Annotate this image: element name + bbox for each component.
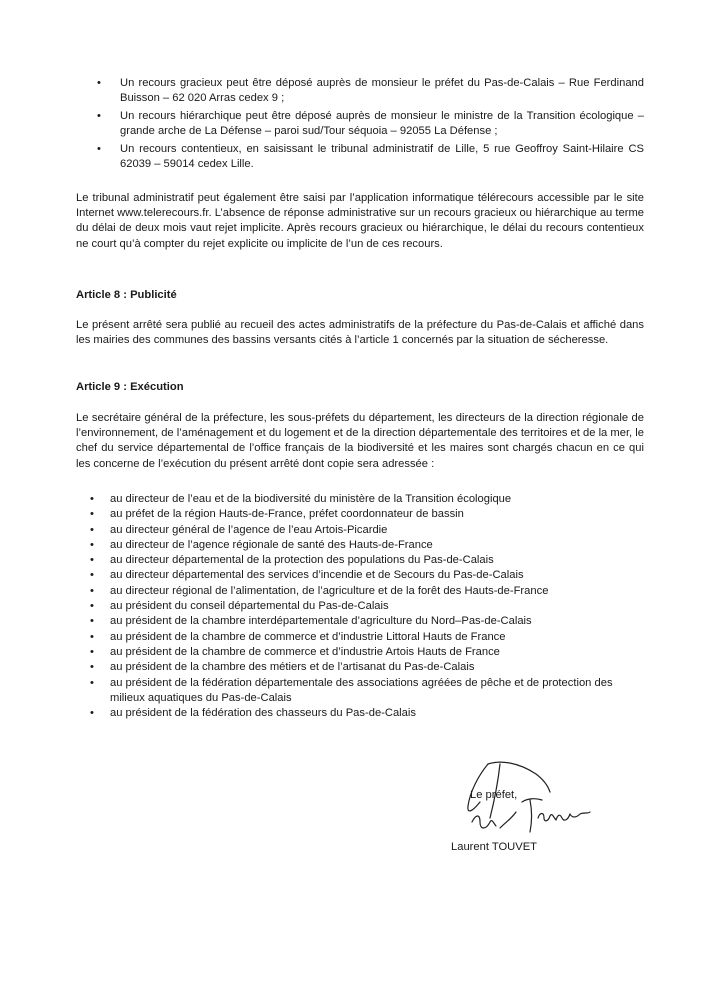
list-item: • au directeur général de l’agence de l’eau Artois-Picardie: [76, 523, 644, 538]
list-item: • au directeur de l’eau et de la biodiversité du ministère de la Transition écologique: [76, 492, 644, 507]
handwritten-signature: [440, 752, 610, 842]
list-item: • au préfet de la région Hauts-de-France, préfet coordonnateur de bassin: [76, 507, 644, 522]
tribunal-paragraph: Le tribunal administratif peut également être saisi par l’application informatique télérecours accessible par le site Internet www.telerecours.fr. L’absence de réponse administrative sur un recours gracieux ou hiérarchique au terme du délai de deux mois vaut rejet implicite. Après recours gracieux ou hiérarchique, le délai du recours contentieux ne court qu’à compter du rejet explicite ou implicite de l’un de ces recours.: [76, 192, 644, 250]
list-item: • Un recours gracieux peut être déposé auprès de monsieur le préfet du Pas-de-Calais – Rue Ferdinand Buisson – 62 020 Arras cedex 9 ;: [76, 76, 644, 106]
list-item: • Un recours hiérarchique peut être déposé auprès de monsieur le ministre de la Transition écologique – grande arche de La Défense – paroi sud/Tour séquoia – 92055 La Défense ;: [76, 109, 644, 139]
list-item: • au président de la chambre de commerce et d’industrie Artois Hauts de France: [76, 645, 644, 660]
signature-block: [440, 752, 610, 862]
article-8-heading: Article 8 : Publicité: [76, 289, 177, 301]
recipient-list: [76, 492, 644, 721]
list-item: • au directeur régional de l’alimentation, de l’agriculture et de la forêt des Hauts-de-France: [76, 584, 644, 599]
article-8-text: Le présent arrêté sera publié au recueil des actes administratifs de la préfecture du Pas-de-Calais et affiché dans les mairies des communes des bassins versants cités à l’article 1 concernés par la situation de sécheresse.: [76, 319, 644, 347]
signatory-name: Laurent TOUVET: [451, 841, 538, 853]
list-item: • au directeur de l’agence régionale de santé des Hauts-de-France: [76, 538, 644, 553]
list-item: • au président du conseil départemental du Pas-de-Calais: [76, 599, 644, 614]
article-9-heading: Article 9 : Exécution: [76, 381, 184, 393]
list-item: • Un recours contentieux, en saisissant le tribunal administratif de Lille, 5 rue Geoffroy Saint-Hilaire CS 62039 – 59014 cedex Lille.: [76, 142, 644, 172]
list-item: • au président de la fédération des chasseurs du Pas-de-Calais: [76, 706, 644, 721]
list-item: • au directeur départemental de la protection des populations du Pas-de-Calais: [76, 553, 644, 568]
list-item: • au président de la chambre interdépartementale d’agriculture du Nord–Pas-de-Calais: [76, 614, 644, 629]
list-item: • au directeur départemental des services d’incendie et de Secours du Pas-de-Calais: [76, 568, 644, 583]
signature-title: Le préfet,: [470, 789, 518, 801]
recourse-list: [76, 76, 644, 174]
list-item: • au président de la chambre de commerce et d’industrie Littoral Hauts de France: [76, 630, 644, 645]
list-item: • au président de la chambre des métiers et de l’artisanat du Pas-de-Calais: [76, 660, 644, 675]
list-item: • au président de la fédération départementale des associations agréées de pêche et de protection des milieux aquatiques du Pas-de-Calais: [76, 676, 644, 707]
article-9-text: Le secrétaire général de la préfecture, les sous-préfets du département, les directeurs de la direction régionale de l’environnement, de l’aménagement et du logement et de la direction départementale des territoires et de la mer, le chef du service départemental de l’office français de la biodiversité et les maires sont chargés chacun en ce qui les concerne de l’exécution du présent arrêté dont copie sera adressée :: [76, 412, 644, 470]
